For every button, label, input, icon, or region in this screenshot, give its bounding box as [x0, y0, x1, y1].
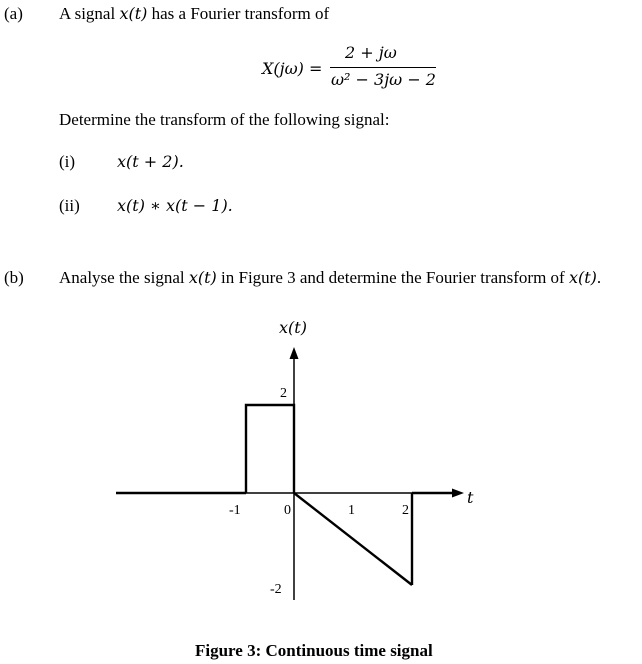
equation-numerator: 2 + jω — [345, 43, 397, 62]
part-a-label: (a) — [4, 4, 23, 23]
item-ii-label: (ii) — [59, 196, 80, 215]
equation-lhs: X(jω) = — [262, 59, 323, 78]
figure-caption: Figure 3: Continuous time signal — [195, 641, 433, 660]
part-b-label: (b) — [4, 268, 24, 287]
tick-label-x-1: 1 — [348, 503, 355, 518]
y-axis-arrowhead — [290, 347, 299, 359]
part-b-text-prefix: Analyse the signal — [59, 268, 189, 287]
tick-label-y-2: 2 — [280, 386, 287, 401]
item-ii-expr: x(t) ∗ x(t − 1). — [117, 196, 233, 215]
tick-label-x-2: 2 — [402, 503, 409, 518]
y-axis-label: x(t) — [279, 318, 307, 337]
tick-label-x-neg1: -1 — [229, 503, 241, 518]
part-a-intro-prefix: A signal — [59, 4, 120, 23]
part-a-intro-signal: x(t) — [119, 4, 148, 23]
signal-rect-pulse — [246, 405, 294, 493]
part-b-signal-1: x(t) — [188, 268, 217, 287]
tick-label-x-0: 0 — [284, 503, 291, 518]
part-b-signal-2: x(t) — [568, 268, 597, 287]
part-b-text-middle: in Figure 3 and determine the Fourier transform of — [216, 268, 569, 287]
part-a-instruction: Determine the transform of the following signal: — [59, 110, 390, 129]
part-b-text-suffix: . — [596, 268, 602, 287]
part-a-intro-suffix: has a Fourier transform of — [147, 4, 330, 23]
tick-label-y-neg2: -2 — [270, 582, 282, 597]
x-axis-label: t — [467, 488, 474, 507]
equation-denominator: ω² − 3jω − 2 — [331, 70, 436, 89]
item-i-expr: x(t + 2). — [117, 152, 184, 171]
item-i-label: (i) — [59, 152, 76, 171]
